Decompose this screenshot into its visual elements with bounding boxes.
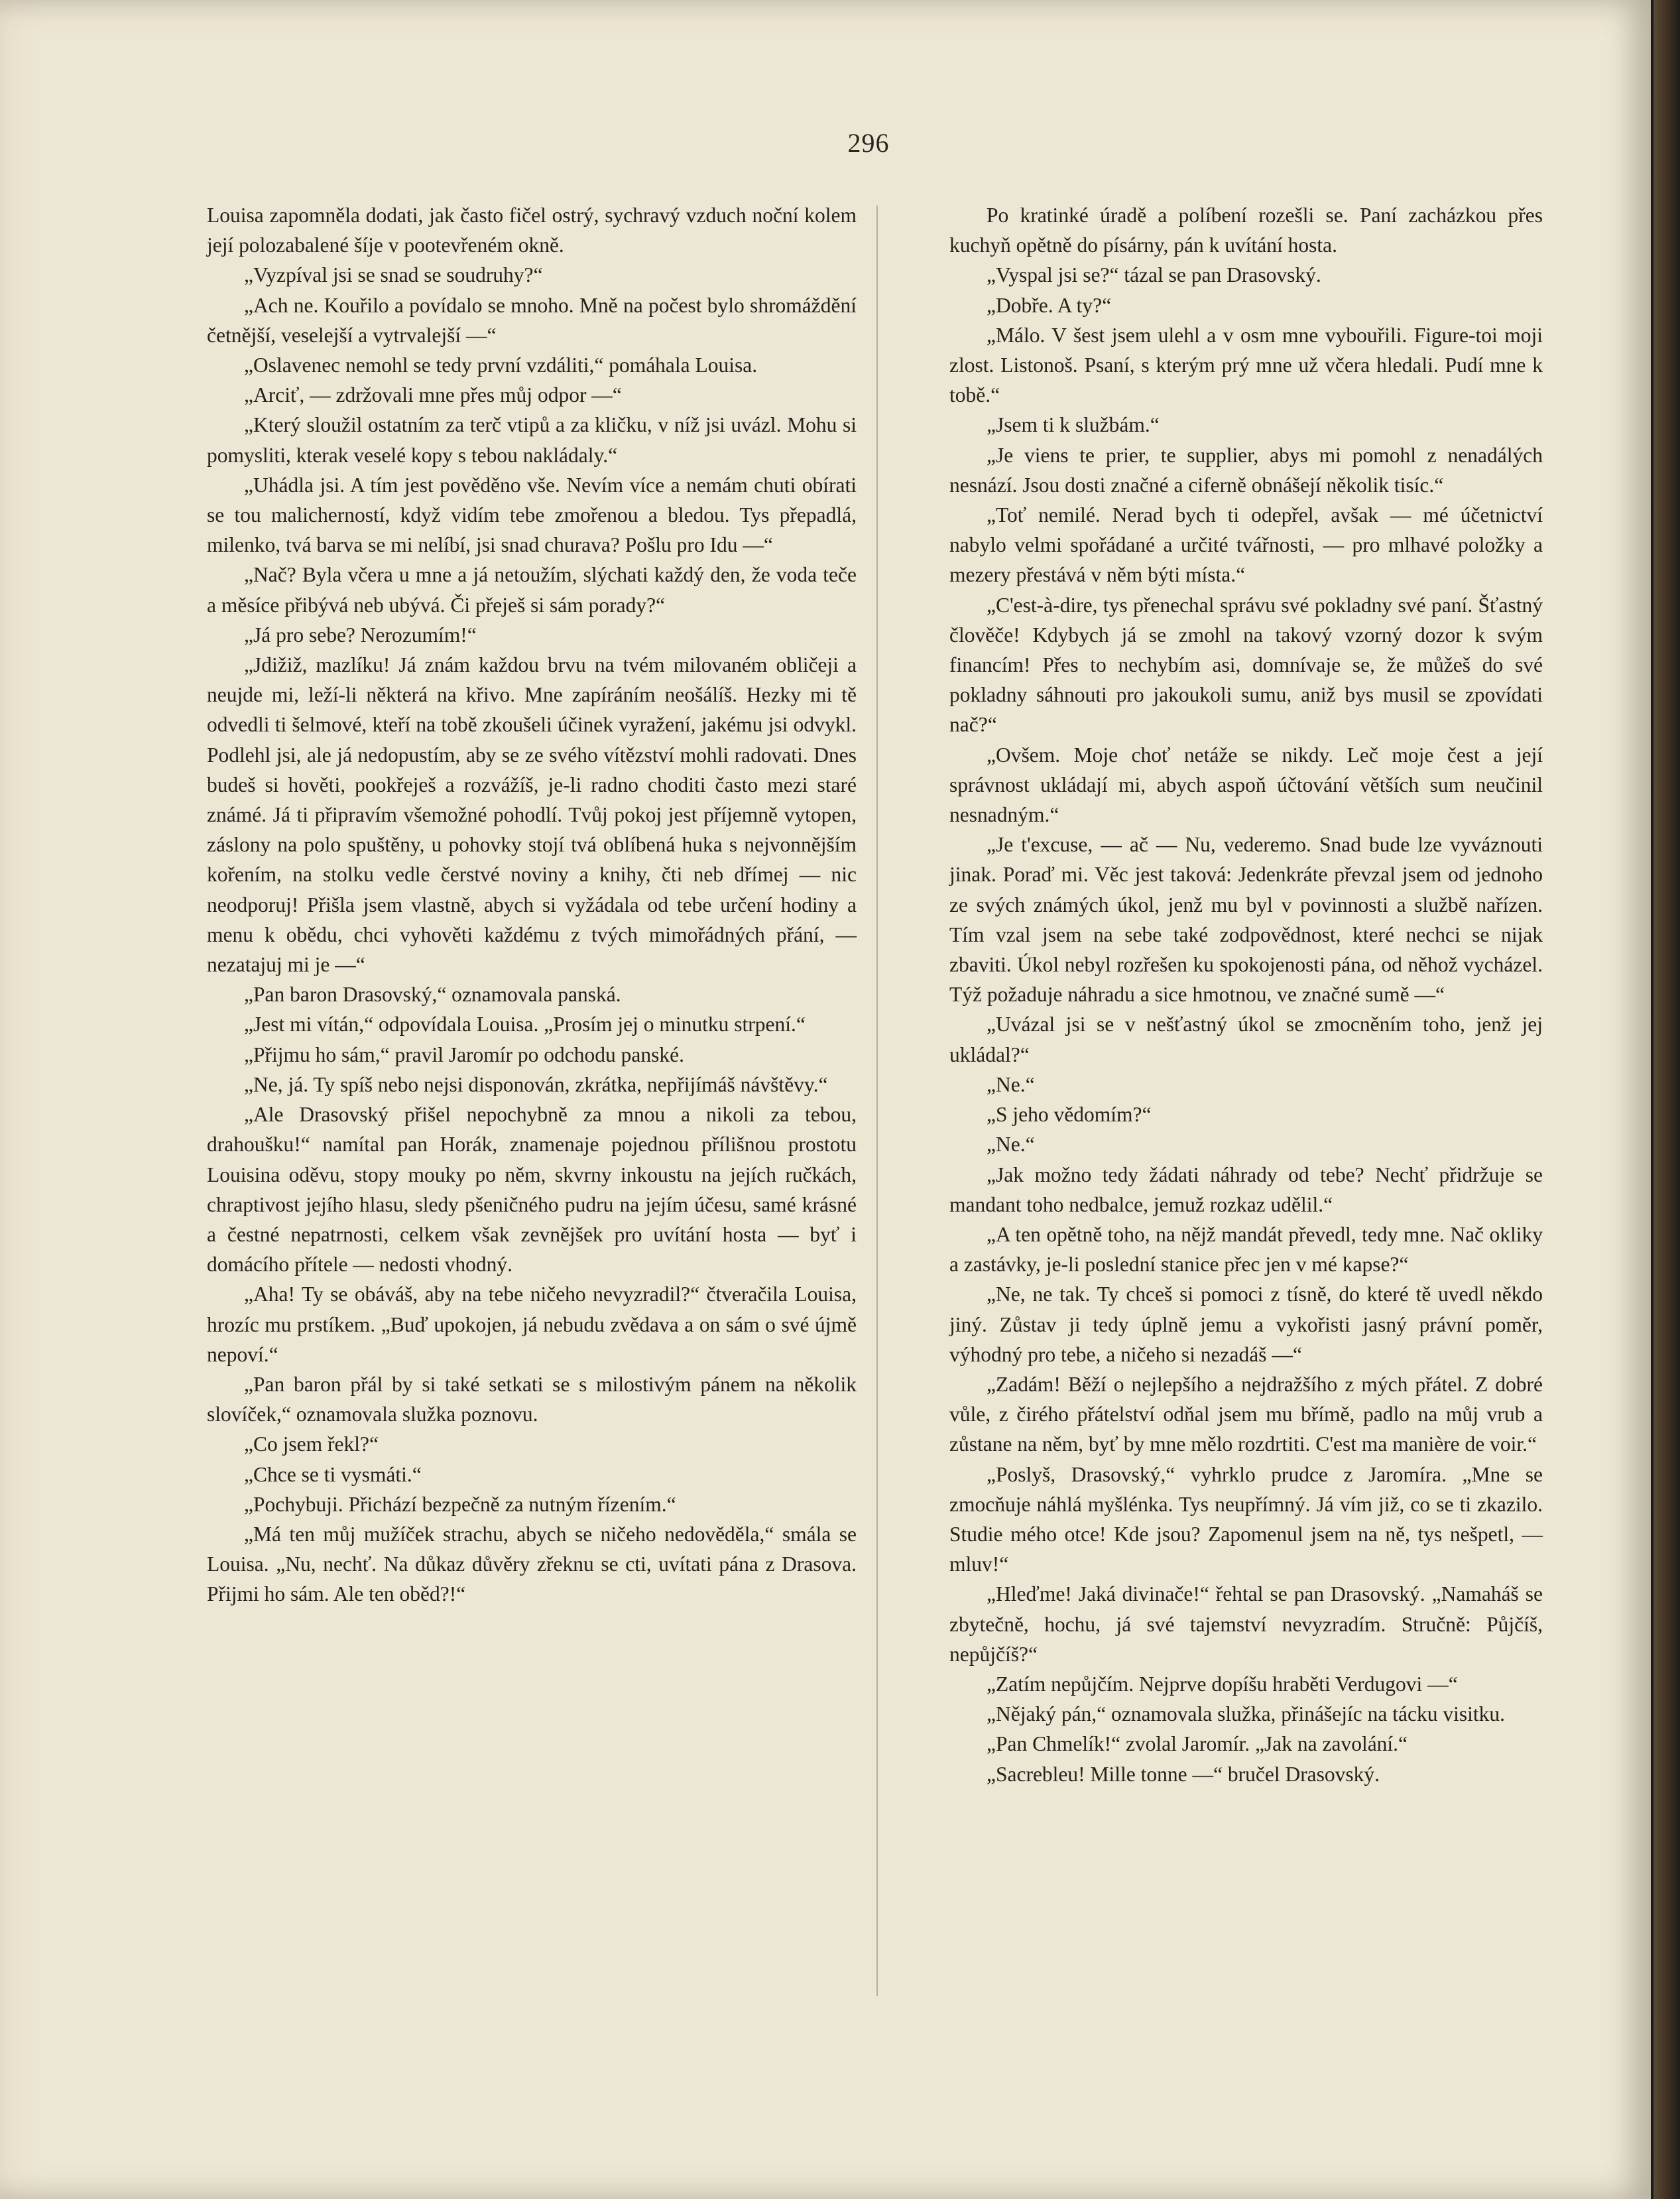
paragraph: „Sacrebleu! Mille tonne —“ bručel Drasovský. xyxy=(987,1762,1380,1786)
paragraph: „Jest mi vítán,“ odpovídala Louisa. „Prosím jej o minutku strpení.“ xyxy=(244,1013,806,1037)
paragraph: „Pan baron Drasovský,“ oznamovala panská. xyxy=(244,983,621,1007)
paragraph: „Toť nemilé. Nerad bych ti odepřel, avšak — mé účetnictví nabylo velmi spořádané a určité tvářnosti, — pro mlhavé položky a mezery přestává v něm býti místa.“ xyxy=(949,503,1543,587)
paragraph: „Pan baron přál by si také setkati se s milostivým pánem na několik slovíček,“ oznamovala služka poznovu. xyxy=(207,1372,857,1426)
paragraph: Louisa zapomněla dodati, jak často fičel ostrý, sychravý vzduch noční kolem její polozabalené šíje v pootevřeném okně. xyxy=(207,204,857,257)
paragraph: „Pochybuji. Přichází bezpečně za nutným řízením.“ xyxy=(244,1492,676,1516)
paragraph: „Nějaký pán,“ oznamovala služka, přinášejíc na tácku visitku. xyxy=(987,1702,1505,1726)
paragraph: „Poslyš, Drasovský,“ vyhrklo prudce z Jaromíra. „Mne se zmocňuje náhlá myšlénka. Tys neupřímný. Já vím již, co se ti zkazilo. Studie mého otce! Kde jsou? Zapomenul jsem na ně, tys nešpetl, — mluv!“ xyxy=(949,1462,1543,1576)
paragraph: „Arciť, — zdržovali mne přes můj odpor —“ xyxy=(244,383,622,407)
paragraph: „Ach ne. Kouřilo a povídalo se mnoho. Mně na počest bylo shromáždění četnější, veselejší a vytrvalejší —“ xyxy=(207,293,857,347)
paragraph: „Vyspal jsi se?“ tázal se pan Drasovský. xyxy=(987,263,1321,287)
paragraph: „A ten opětně toho, na nějž mandát převedl, tedy mne. Nač okliky a zastávky, je-li poslední stanice přec jen v mé kapse?“ xyxy=(949,1222,1543,1277)
paragraph: „Jak možno tedy žádati náhrady od tebe? Nechť přidržuje se mandant toho nedbalce, jemuž rozkaz udělil.“ xyxy=(949,1162,1543,1216)
paragraph: „Já pro sebe? Nerozumím!“ xyxy=(244,623,477,647)
paragraph: „Zadám! Běží o nejlepšího a nejdražšího z mých přátel. Z dobré vůle, z čirého přátelství odňal jsem mu břímě, padlo na můj vrub a zůstane na něm, byť by mne mělo rozdrtiti. C'est ma manière de voir.“ xyxy=(949,1372,1543,1456)
paragraph: „S jeho vědomím?“ xyxy=(987,1103,1152,1127)
paragraph: „Jsem ti k službám.“ xyxy=(987,413,1160,437)
paragraph: „Co jsem řekl?“ xyxy=(244,1432,379,1456)
paragraph: „Nač? Byla včera u mne a já netoužím, slýchati každý den, že voda teče a měsíce přibývá neb ubývá. Či přeješ si sám porady?“ xyxy=(207,563,857,617)
paragraph: „Zatím nepůjčím. Nejprve dopíšu hraběti Verdugovi —“ xyxy=(987,1672,1458,1696)
paragraph: „Málo. V šest jsem ulehl a v osm mne vybouřili. Figure-toi moji zlost. Listonoš. Psaní, s kterým prý mne už včera hledali. Pudí mne k tobě.“ xyxy=(949,323,1543,407)
paragraph: „Ne.“ xyxy=(987,1133,1035,1157)
paragraph: „Je t'excuse, — ač — Nu, vederemo. Snad bude lze vyváznouti jinak. Poraď mi. Věc jest taková: Jedenkráte převzal jsem od jednoho ze svých známých úkol, jenž mu byl v povinnosti a službě nařízen. Tím vzal jsem na sebe také zodpovědnost, které nechci se nijak zbaviti. Úkol nebyl rozřešen ku spokojenosti pána, od něhož vycházel. Týž požaduje náhradu a sice hmotnou, ve značné sumě —“ xyxy=(949,833,1543,1007)
paragraph: „Uvázal jsi se v nešťastný úkol se zmocněním toho, jenž jej ukládal?“ xyxy=(949,1013,1543,1066)
paragraph: „Je viens te prier, te supplier, abys mi pomohl z nenadálých nesnází. Jsou dosti značné a ciferně obnášejí několik tisíc.“ xyxy=(949,443,1543,497)
paragraph: „Pan Chmelík!“ zvolal Jaromír. „Jak na zavolání.“ xyxy=(987,1732,1408,1756)
paragraph: „Ne.“ xyxy=(987,1072,1035,1096)
paragraph: „Aha! Ty se obáváš, aby na tebe ničeho nevyzradil?“ čtveračila Louisa, hrozíc mu prstíkem. „Buď upokojen, já nebudu zvědava a on sám o své újmě nepoví.“ xyxy=(207,1283,857,1366)
paragraph: „Oslavenec nemohl se tedy první vzdáliti,“ pomáhala Louisa. xyxy=(244,353,758,377)
paragraph: „Má ten můj mužíček strachu, abych se ničeho nedověděla,“ smála se Louisa. „Nu, nechť. Na důkaz důvěry zřeknu se cti, uvítati pána z Drasova. Přijmi ho sám. Ale ten oběd?!“ xyxy=(207,1522,857,1606)
paragraph: „Ne, já. Ty spíš nebo nejsi disponován, zkrátka, nepřijímáš návštěvy.“ xyxy=(244,1072,828,1096)
paragraph: „Který sloužil ostatním za terč vtipů a za kličku, v níž jsi uvázl. Mohu si pomysliti, kterak veselé kopy s tebou nakládaly.“ xyxy=(207,413,857,467)
paragraph: „Uhádla jsi. A tím jest pověděno vše. Nevím více a nemám chuti obírati se tou malicherností, když vidím tebe zmořenou a bledou. Tys přepadlá, milenko, tvá barva se mi nelíbí, jsi snad churava? Pošlu pro Idu —“ xyxy=(207,473,857,557)
paragraph: Po kratinké úradě a políbení rozešli se. Paní zacházkou přes kuchyň opětně do písárny, pán k uvítání hosta. xyxy=(949,204,1543,257)
paragraph: „Ovšem. Moje choť netáže se nikdy. Leč moje čest a její správnost ukládají mi, abych aspoň účtování větších sum neučinil nesnadným.“ xyxy=(949,743,1543,827)
paragraph: „Přijmu ho sám,“ pravil Jaromír po odchodu panské. xyxy=(244,1042,684,1066)
page-number: 296 xyxy=(847,128,890,158)
paragraph: „Ne, ne tak. Ty chceš si pomoci z tísně, do které tě uvedl někdo jiný. Zůstav ji tedy úplně jemu a vykořisti jasný právní poměr, výhodný pro tebe, a ničeho si nezadáš —“ xyxy=(949,1283,1543,1366)
paragraph: „Dobře. A ty?“ xyxy=(987,293,1112,317)
column-divider xyxy=(876,206,878,1996)
paragraph: „Ale Drasovský přišel nepochybně za mnou a nikoli za tebou, drahoušku!“ namítal pan Horák, znamenaje pojednou přílišnou prostotu Louisina oděvu, stopy mouky po něm, skvrny inkoustu na jejích ručkách, chraptivost jejího hlasu, sledy pšeničného pudru na jejím účesu, samé krásné a čestné nepatrnosti, celkem však zevnějšek pro uvítání hosta — byť i domácího přítele — nedosti vhodný. xyxy=(207,1103,857,1277)
paragraph: „Hleďme! Jaká divinače!“ řehtal se pan Drasovský. „Namaháš se zbytečně, hochu, já své tajemství nevyzradím. Stručně: Půjčíš, nepůjčíš?“ xyxy=(949,1582,1543,1666)
left-column xyxy=(207,200,857,1609)
book-spine xyxy=(1653,0,1680,2199)
paragraph: „Chce se ti vysmáti.“ xyxy=(244,1462,422,1486)
paragraph: „C'est-à-dire, tys přenechal správu své pokladny své paní. Šťastný člověče! Kdybych já se zmohl na takový vzorný dozor k svým financím! Přes to nechybím asi, domnívaje se, že můžeš do své pokladny sáhnouti pro jakoukoli sumu, aniž bys musil se zpovídati nač?“ xyxy=(949,593,1543,737)
paragraph: „Jdižiž, mazlíku! Já znám každou brvu na tvém milovaném obličeji a neujde mi, leží-li některá na křivo. Mne zapíráním neošálíš. Hezky mi tě odvedli ti šelmové, kteří na tobě zkoušeli účinek vyražení, jakému jsi odvykl. Podlehl jsi, ale já nedopustím, aby se ze svého vítězství mohli radovati. Dnes budeš si hověti, pookřeješ a rozvážíš, je-li radno choditi často mezi staré známé. Já ti připravím všemožné pohodlí. Tvůj pokoj jest příjemně vytopen, záslony na polo spuštěny, u pohovky stojí tvá oblíbená huka s nejvonnějším kořením, na stolku vedle čerstvé noviny a knihy, čti neb dřímej — nic neodporuj! Přišla jsem vlastně, abych si vyžádala od tebe určení hodiny a menu k obědu, chci vyhověti každému z tvých mimořádných přání, — nezatajuj mi je —“ xyxy=(207,653,857,977)
right-column xyxy=(949,200,1543,1789)
paragraph: „Vyzpíval jsi se snad se soudruhy?“ xyxy=(244,263,543,287)
